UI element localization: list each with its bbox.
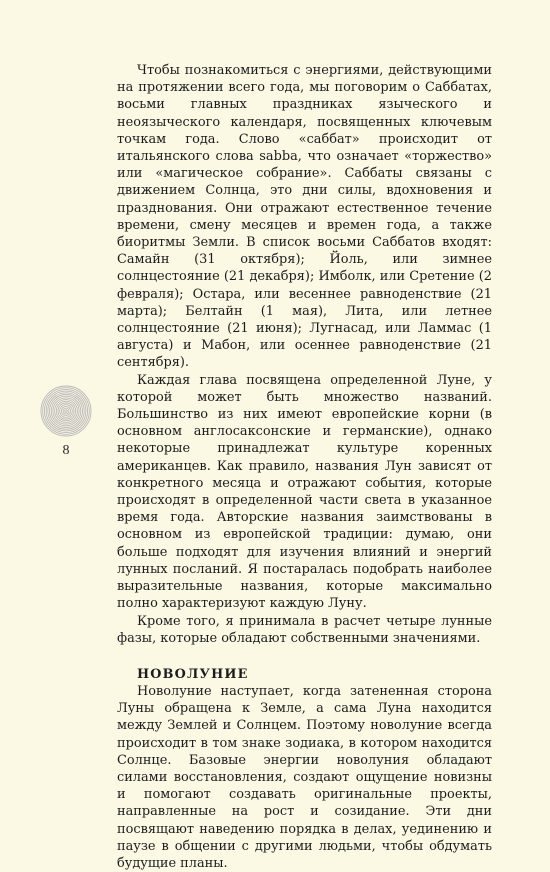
page-content xyxy=(117,62,492,872)
body-paragraph: Кроме того, я принимала в расчет четыре лунные фазы, которые обладают собственными значениями. xyxy=(117,613,492,646)
concentric-circles-icon xyxy=(40,385,92,437)
intro-paragraph: Чтобы познакомиться с энергиями, действующими на протяжении всего года, мы поговорим о Саббатах, восьми главных праздниках языческого и неоязыческого календаря, посвященных ключевым точкам года. Слово «саббат» происходит от итальянского слова sabba, что означает «торжество» или «магическое собрание». Саббаты связаны с движением Солнца, это дни силы, вдохновения и празднования. Они отражают естественное течение времени, смену месяцев и времен года, а также биоритмы Земли. В список восьми Саббатов входят: Самайн (31 октября); Йоль, или зимнее солнцестояние (21 декабря); Имболк, или Сретение (2 февраля); Остара, или весеннее равноденствие (21 марта); Белтайн (1 мая), Лита, или летнее солнцестояние (21 июня); Лугнасад, или Ламмас (1 августа) и Мабон, или осеннее равноденствие (21 сентября). xyxy=(117,63,492,371)
section-heading: НОВОЛУНИЕ xyxy=(137,666,249,682)
page-number: 8 xyxy=(62,443,70,458)
body-paragraph: Каждая глава посвящена определенной Луне, у которой может быть множество названий. Большинство из них имеют европейские корни (в основном англосаксонские и германские), однако некоторые принадлежат культуре коренных американцев. Как правило, названия Лун зависят от конкретного месяца и отражают события, которые происходят в определенной части света в указанное время года. Авторские названия заимствованы в основном из европейской традиции: думаю, они больше подходят для изучения влияний и энергий лунных посланий. Я постаралась подобрать наиболее выразительные названия, которые максимально полно характеризуют каждую Луну. xyxy=(117,372,492,612)
section-paragraph: Новолуние наступает, когда затененная сторона Луны обращена к Земле, а сама Луна находится между Землей и Солнцем. Поэтому новолуние всегда происходит в том знаке зодиака, в котором находится Солнце. Базовые энергии новолуния обладают силами восстановления, создают ощущение новизны и помогают создавать оригинальные проекты, направленные на рост и созидание. Эти дни посвящают наведению порядка в делах, уединению и паузе в общении с другими людьми, чтобы обдумать будущие планы. xyxy=(117,683,492,871)
